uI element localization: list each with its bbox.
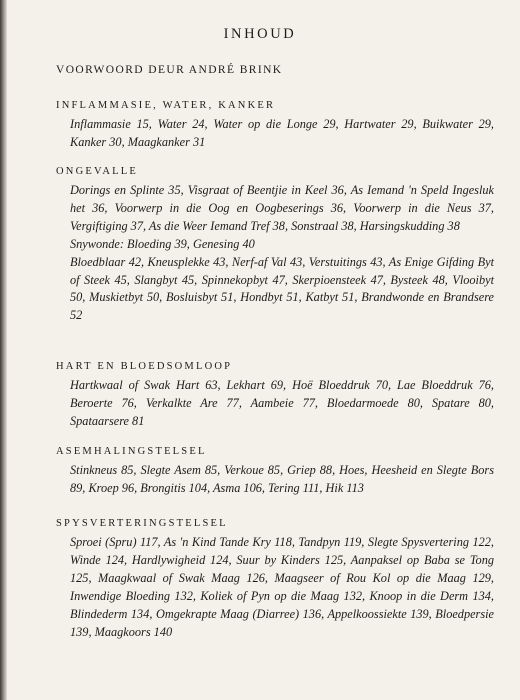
section-hart-en-bloedsomloop [56,360,494,431]
page-title: INHOUD [223,26,297,42]
section-title: ASEMHALINGSTELSEL [56,446,207,457]
entry-paragraph: Dorings en Splinte 35, Visgraat of Beentjie in Keel 36, As Iemand 'n Speld Ingesluk het 36, Voorwerp in die Oog en Oogbeserings 36, Voorwerp in die Neus 37, Vergiftiging 37, As die Weer Iemand Tref 38, Sonstraal 38, Harsingskudding 38 [70,183,494,233]
section-entries [70,116,494,152]
entry-paragraph: Hartkwaal of Swak Hart 63, Lekhart 69, Hoë Bloeddruk 70, Lae Bloeddruk 76, Beroerte 76, Verkalkte Are 77, Aambeie 77, Bloedarmoede 80, Spatare 80, Spataarsere 81 [70,378,494,428]
section-entries [70,534,494,641]
section-entries [70,462,494,498]
section-spysverteringstelsel [56,517,494,641]
section-title: SPYSVERTERINGSTELSEL [56,518,228,529]
page-binding-edge [0,0,7,700]
section-title: HART EN BLOEDSOMLOOP [56,361,233,372]
section-entries [70,377,494,431]
foreword-entry: VOORWOORD DEUR ANDRÉ BRINK [56,64,283,76]
section-title: INFLAMMASIE, WATER, KANKER [56,100,276,111]
section-ongevalle [56,165,494,325]
entry-paragraph: Inflammasie 15, Water 24, Water op die Longe 29, Hartwater 29, Buikwater 29, Kanker 30, Maagkanker 31 [70,117,494,149]
entry-paragraph: Bloedblaar 42, Kneusplekke 43, Nerf-af Val 43, Verstuitings 43, As Enige Gifding Byt of Steek 45, Slangbyt 45, Spinnekopbyt 47, Skerpioensteek 47, Bysteek 48, Vlooibyt 50, Muskietbyt 50, Bosluisbyt 51, Hondbyt 51, Katbyt 51, Brandwonde en Brandsere 52 [70,254,494,323]
section-asemhalingstelsel [56,445,494,498]
section-title: ONGEVALLE [56,166,139,177]
entry-paragraph: Sproei (Spru) 117, As 'n Kind Tande Kry 118, Tandpyn 119, Slegte Spysvertering 122, Winde 124, Hardlywigheid 124, Suur by Kinders 125, Aanpaksel op Baba se Tong 125, Maagkwaal of Swak Maag 126, Maagseer of Rou Kol op die Maag 129, Inwendige Bloeding 132, Koliek of Pyn op die Maag 132, Knoop in die Derm 134, Blindederm 134, Omgekrapte Maag (Diarree) 136, Appelkoossiekte 139, Bloedpersie 139, Maagkoors 140 [70,535,494,639]
entry-paragraph: Stinkneus 85, Slegte Asem 85, Verkoue 85, Griep 88, Hoes, Heesheid en Slegte Bors 89, Kroep 96, Brongitis 104, Asma 106, Tering 111, Hik 113 [70,463,494,495]
entry-paragraph: Snywonde: Bloeding 39, Genesing 40 [70,236,255,251]
section-entries [70,182,494,325]
section-inflammasie [56,99,494,152]
